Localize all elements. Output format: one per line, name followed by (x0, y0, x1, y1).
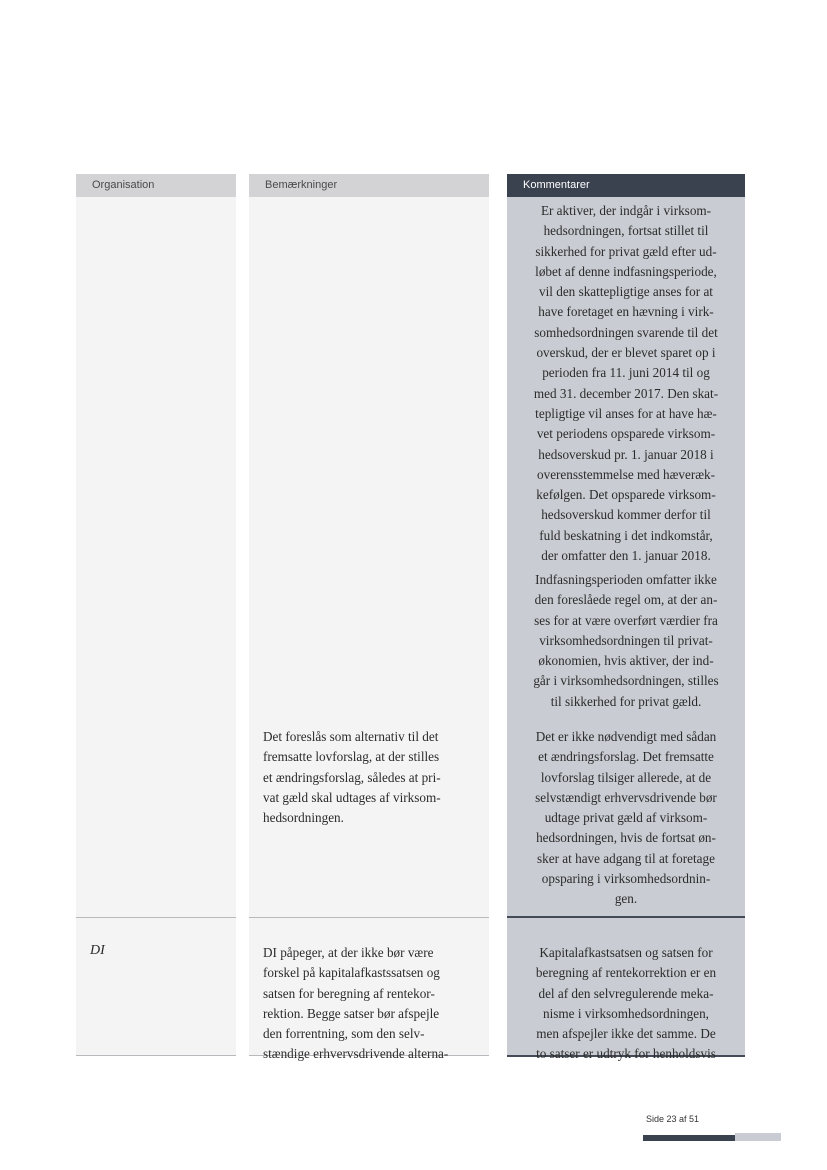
page-number: Side 23 af 51 (646, 1114, 700, 1124)
row-2-remark: DI påpeger, at der ikke bør være forskel på kapitalafkastssatsen og satsen for beregning af rentekor- rektion. Begge satser bør afspejle den forrentning, som den selv- stændige erhvervsdrivende alterna- (263, 945, 449, 1062)
row-1-comment-paragraph-2: Indfasningsperioden omfatter ikke den foreslåede regel om, at der an- ses for at være overført værdier fra virksomhedsordningen til privat- økonomien, hvis aktiver, der ind- går i virksomhedsordningen, stilles til sikkerhed for privat gæld. (533, 572, 719, 709)
row-divider-bemaerkninger (249, 917, 489, 918)
organisation-column-background (76, 197, 236, 1056)
row-divider-kommentarer (507, 916, 745, 918)
row-1-remark: Det foreslås som alternativ til det fremsatte lovforslag, at der stilles et ændringsforslag, således at pri- vat gæld skal udtages af virksom- hedsordningen. (263, 729, 441, 826)
bemaerkninger-column-background (249, 197, 489, 1062)
column-header-organisation: Organisation (76, 174, 236, 197)
row-1-comment-paragraph-3: Det er ikke nødvendigt med sådan et ændringsforslag. Det fremsatte lovforslag tilsiger allerede, at de selvstændigt erhvervsdrivende bør udtage privat gæld af virksom- hedsordningen, hvis de fortsat øn- sker at have adgang til at foretage opsparing i virksomhedsordnin- gen. (535, 729, 717, 907)
column-header-bemaerkninger: Bemærkninger (249, 174, 489, 197)
table-bottom-rule-organisation (76, 1055, 236, 1056)
row-divider-organisation (76, 917, 236, 918)
column-header-kommentarer: Kommentarer (507, 174, 745, 197)
footer-bar-dark (643, 1135, 735, 1141)
footer-bar-light (735, 1133, 781, 1141)
row-1-comment-paragraph-1: Er aktiver, der indgår i virksom- hedsordningen, fortsat stillet til sikkerhed for privat gæld efter ud- løbet af denne indfasningsperiode, vil den skattepligtige anses for at have foretaget en hævning i virk- somhedsordningen svarende til det overskud, der er blevet sparet op i perioden fra 11. juni 2014 til og med 31. december 2017. Den skat- tepligtige vil anses for at have hæ- vet periodens opsparede virksom- hedsoverskud pr. 1. januar 2018 i overensstemmelse med hæveræk- kefølgen. Det opsparede virksom- hedsoverskud kommer derfor til fuld beskatning i det indkomstår, der omfatter den 1. januar 2018. (533, 203, 719, 564)
row-2-organisation: DI (90, 943, 105, 958)
row-2-comment: Kapitalafkastsatsen og satsen for beregning af rentekorrektion er en del af den selvregulerende meka- nisme i virksomhedsordningen, men afspejler ikke det samme. De to satser er udtryk for henholdsvis (535, 945, 717, 1062)
